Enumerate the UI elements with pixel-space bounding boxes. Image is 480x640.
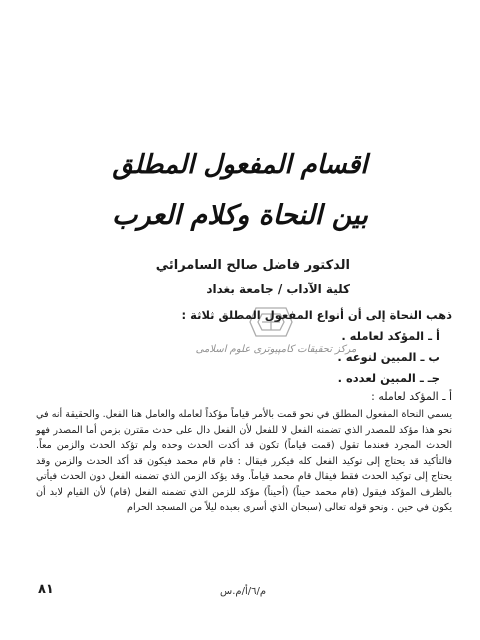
- footer-code: م/٦/أ/م.س: [220, 586, 267, 597]
- type-item-1: أ ـ المؤكد لعامله .: [341, 329, 440, 343]
- page-number: ٨١: [38, 582, 54, 597]
- body-paragraph: يسمي النحاة المفعول المطلق في نحو قمت بالأمر قياماً مؤكداً لعامله والعامل هنا الفعل. والحقيقة أنه في نحو هذا مؤكد للمصدر الذي تضمنه الفعل لا للفعل لأن الفعل دال على حدث مقترن بزمن أما المصدر فهو الحدث المجرد فعندما تقول (قمت قياماً) تكون قد أكدت الحدث وحده ولم تؤكد الحدث والزمن معاً. فالتأكيد قد يحتاج إلى توكيد الفعل كله فيكرر فيقال : قام قام محمد فيكون قد أكد الحدث والزمن وقد يحتاج إلى توكيد الحدث فقط فيقال قام محمد قياماً. وقد يؤكد الزمن الذي تضمنه الفعل دون الحدث فيأتي بالظرف المؤكد فيقول (قام محمد حيناً) (أحيناً) مؤكد للزمن الذي تضمنه الفعل (قام) لأن القيام لابد أن يكون في حين . ونحو قوله تعالى (سبحان الذي أسرى بعبده ليلاً من المسجد الحرام: [36, 409, 452, 513]
- body-text: [36, 407, 452, 516]
- title-line-2: بين النحاة وكلام العرب: [112, 200, 368, 231]
- type-item-3: جـ ـ المبين لعدده .: [337, 371, 440, 385]
- author-name: الدكتور فاضل صالح السامرائي: [155, 258, 350, 273]
- section-heading: أ ـ المؤكد لعامله :: [371, 390, 452, 403]
- types-list: [190, 326, 440, 389]
- title-line-1: اقسام المفعول المطلق: [112, 150, 368, 180]
- author-affiliation: كلية الآداب / جامعة بغداد: [206, 282, 350, 296]
- intro-sentence: ذهب النحاة إلى أن أنواع المفعول المطلق ثلاثة :: [181, 308, 452, 322]
- type-item-2: ب ـ المبين لنوعه .: [337, 350, 440, 364]
- stamp-caption: مركز تحقيقات كامپيوتری علوم اسلامی: [195, 344, 357, 355]
